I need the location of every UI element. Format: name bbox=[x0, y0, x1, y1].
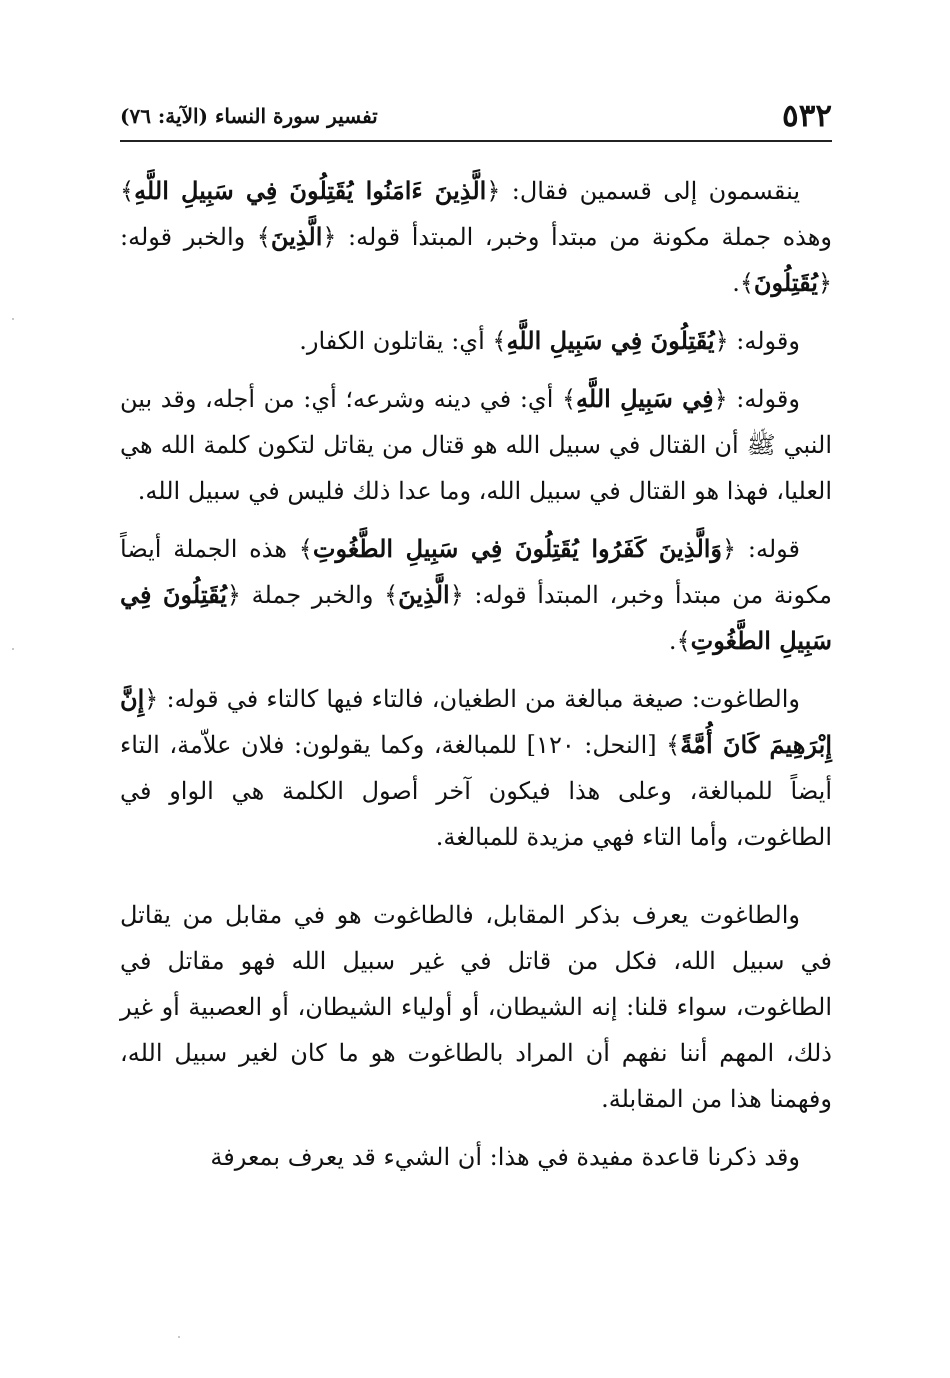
text: . bbox=[668, 627, 677, 655]
quote-open: ﴿ bbox=[322, 223, 337, 251]
verse-text: الَّذِينَ ءَامَنُوا يُقَتِلُونَ فِي سَبِيلِ اللَّهِ bbox=[134, 176, 487, 205]
quote-close: ﴾ bbox=[384, 581, 399, 609]
page-header bbox=[120, 96, 832, 136]
text: أي: في دينه وشرعه؛ أي: من أجله، وقد بين النبي ﷺ أن القتال في سبيل الله هو قتال من يقاتل لتكون كلمة الله هي العليا، فهذا هو القتال في سبيل الله، وما عدا ذلك فليس في سبيل الله. bbox=[120, 385, 832, 505]
paragraph-4 bbox=[120, 526, 832, 664]
text: والخبر جملة bbox=[240, 581, 385, 609]
header-rule bbox=[120, 140, 832, 142]
paragraph-5 bbox=[120, 676, 832, 860]
scan-speck bbox=[12, 648, 14, 650]
text: ينقسمون إلى قسمين فقال: bbox=[500, 177, 800, 205]
scan-speck bbox=[12, 318, 14, 320]
page-body bbox=[120, 168, 832, 1192]
quote-open: ﴿ bbox=[714, 327, 729, 355]
text: والخبر قوله: bbox=[120, 223, 257, 251]
quran-verse bbox=[257, 222, 337, 251]
verse-text: يُقَتِلُونَ bbox=[753, 268, 818, 297]
quote-open: ﴿ bbox=[722, 535, 737, 563]
text: وقوله: bbox=[728, 327, 800, 355]
running-title: تفسير سورة النساء (الآية: ٧٦) bbox=[120, 104, 378, 128]
text: وهذه جملة مكونة من مبتدأ وخبر، المبتدأ قوله: bbox=[336, 223, 832, 251]
quote-close: ﴾ bbox=[492, 327, 507, 355]
text: [النحل: ١٢٠] للمبالغة، وكما يقولون: فلان علاّمة، التاء أيضاً للمبالغة، وعلى هذا فيكون آخر أصول الكلمة هي الواو في الطاغوت، وأما التاء فهي مزيدة للمبالغة. bbox=[120, 731, 832, 851]
paragraph-7: وقد ذكرنا قاعدة مفيدة في هذا: أن الشيء قد يعرف بمعرفة bbox=[210, 1143, 800, 1171]
quran-verse bbox=[740, 268, 832, 297]
verse-text: فِي سَبِيلِ اللَّهِ bbox=[576, 384, 714, 413]
verse-text: الَّذِينَ bbox=[398, 580, 450, 609]
text: هذه الجملة أيضاً مكونة من مبتدأ وخبر، المبتدأ قوله: bbox=[120, 535, 832, 609]
text: أي: يقاتلون الكفار. bbox=[299, 327, 493, 355]
paragraph-3 bbox=[120, 376, 832, 514]
quote-open: ﴿ bbox=[144, 685, 159, 713]
quote-close: ﴾ bbox=[561, 385, 576, 413]
verse-text: يُقَتِلُونَ فِي سَبِيلِ اللَّهِ bbox=[506, 326, 715, 355]
quote-close: ﴾ bbox=[120, 177, 135, 205]
quote-close: ﴾ bbox=[298, 535, 313, 563]
verse-text: وَالَّذِينَ كَفَرُوا يُقَتِلُونَ فِي سَبِيلِ الطَّغُوتِ bbox=[312, 534, 723, 563]
verse-text: يُقَتِلُونَ فِي سَبِيلِ الطَّغُوتِ bbox=[120, 580, 832, 655]
quote-open: ﴿ bbox=[713, 385, 728, 413]
text: والطاغوت: صيغة مبالغة من الطغيان، فالتاء فيها كالتاء في قوله: bbox=[158, 685, 800, 713]
page-number: ٥٣٢ bbox=[782, 98, 832, 134]
quran-verse bbox=[120, 176, 500, 205]
quote-open: ﴿ bbox=[486, 177, 501, 205]
quran-verse bbox=[562, 384, 728, 413]
quran-verse bbox=[384, 580, 464, 609]
quote-close: ﴾ bbox=[739, 269, 754, 297]
quote-open: ﴿ bbox=[449, 581, 464, 609]
text: قوله: bbox=[736, 535, 800, 563]
quote-close: ﴾ bbox=[676, 627, 691, 655]
scan-speck bbox=[178, 1336, 180, 1338]
verse-text: الَّذِينَ bbox=[270, 222, 323, 251]
paragraph-6: والطاغوت يعرف بذكر المقابل، فالطاغوت هو في مقابل من يقاتل في سبيل الله، فكل من قاتل في غير سبيل الله فهو مقاتل في الطاغوت، سواء قلنا: إنه الشيطان، أو أولياء الشيطان، أو العصبية أو غير ذلك، المهم أننا نفهم أن المراد بالطاغوت هو ما كان لغير سبيل الله، وفهمنا هذا من المقابلة. bbox=[120, 901, 832, 1113]
verse-text: إِنَّ إِبْرَهِيمَ كَانَ أُمَّةً bbox=[120, 684, 832, 759]
quote-open: ﴿ bbox=[226, 581, 241, 609]
quran-verse bbox=[299, 534, 736, 563]
text: . bbox=[732, 269, 740, 297]
quote-open: ﴿ bbox=[817, 269, 832, 297]
paragraph-1 bbox=[120, 168, 832, 306]
quote-close: ﴾ bbox=[666, 731, 681, 759]
quran-verse bbox=[492, 326, 728, 355]
text: وقوله: bbox=[727, 385, 800, 413]
paragraph-2 bbox=[120, 318, 832, 364]
quote-close: ﴾ bbox=[256, 223, 271, 251]
